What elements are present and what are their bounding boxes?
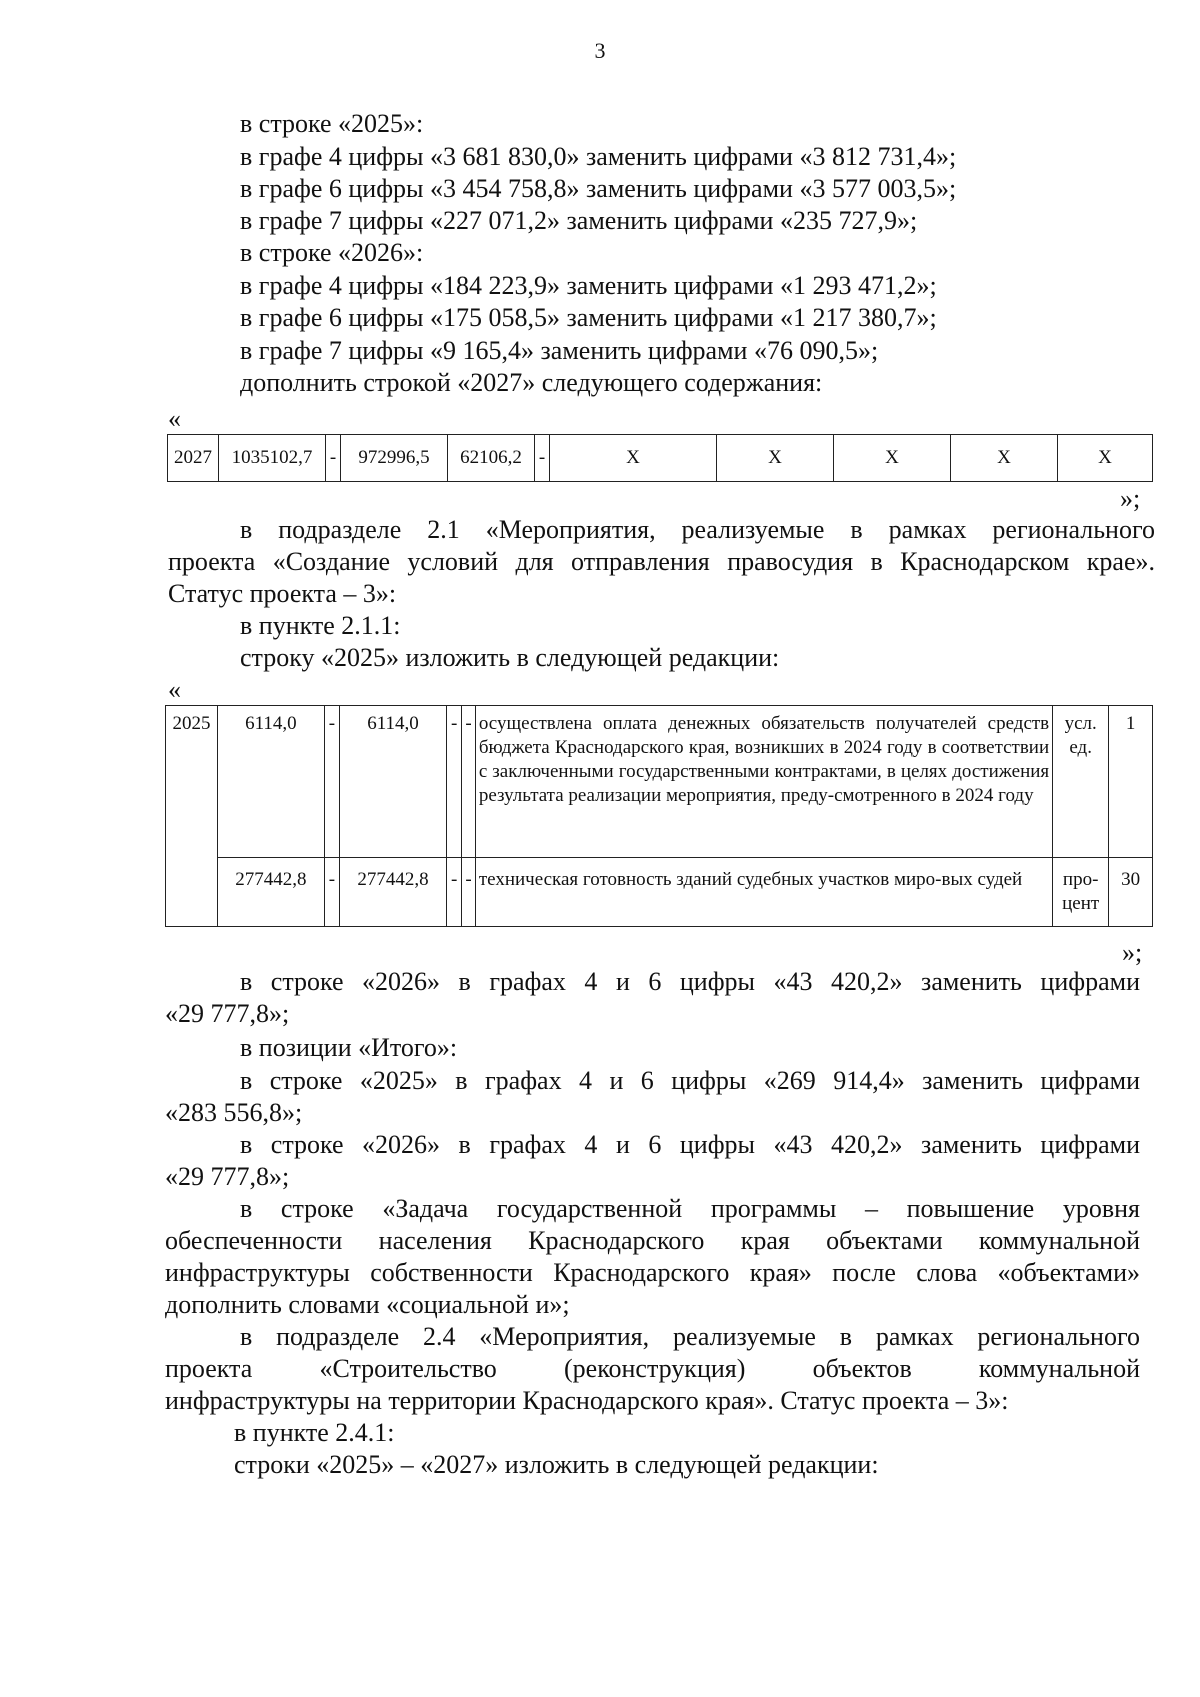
paragraph-line: в строке «2025» в графах 4 и 6 цифры «269 914,4» заменить цифрами bbox=[240, 1066, 1140, 1095]
table-row-2027 bbox=[167, 434, 1153, 482]
paragraph-line: в строке «Задача государственной программы – повышение уровня bbox=[240, 1194, 1140, 1223]
paragraph-line: в строке «2026» в графах 4 и 6 цифры «43 420,2» заменить цифрами bbox=[240, 967, 1140, 996]
paragraph-line: строки «2025» – «2027» изложить в следующей редакции: bbox=[234, 1450, 879, 1479]
cell-value: - bbox=[326, 435, 341, 482]
paragraph-line: в строке «2026» в графах 4 и 6 цифры «43 420,2» заменить цифрами bbox=[240, 1130, 1140, 1159]
text-line: в графе 6 цифры «3 454 758,8» заменить цифрами «3 577 003,5»; bbox=[240, 174, 957, 203]
paragraph-line: «283 556,8»; bbox=[165, 1098, 303, 1127]
cell-value: - bbox=[447, 858, 462, 927]
paragraph-line: строку «2025» изложить в следующей редакции: bbox=[240, 643, 780, 672]
cell-x: Х bbox=[834, 435, 951, 482]
paragraph-line: обеспеченности населения Краснодарского края объектами коммунальной bbox=[165, 1226, 1140, 1255]
cell-value: - bbox=[535, 435, 550, 482]
cell-value: 277442,8 bbox=[217, 858, 324, 927]
cell-value: - bbox=[324, 706, 339, 858]
paragraph-line: Статус проекта – 3»: bbox=[168, 579, 397, 608]
cell-year: 2025 bbox=[166, 706, 218, 927]
cell-value: - bbox=[447, 706, 462, 858]
cell-description: техническая готовность зданий судебных участков миро-вых судей bbox=[475, 858, 1052, 927]
table-row-2025 bbox=[165, 705, 1153, 927]
close-quote: »; bbox=[1122, 938, 1143, 967]
cell-value: 6114,0 bbox=[340, 706, 447, 858]
cell-value: 972996,5 bbox=[341, 435, 448, 482]
cell-value: 6114,0 bbox=[217, 706, 324, 858]
cell-x: Х bbox=[951, 435, 1058, 482]
close-quote: »; bbox=[1120, 484, 1141, 513]
cell-value: 277442,8 bbox=[340, 858, 447, 927]
cell-unit: усл. ед. bbox=[1053, 706, 1109, 858]
paragraph-line: в подразделе 2.4 «Мероприятия, реализуемые в рамках регионального bbox=[240, 1322, 1140, 1351]
paragraph-line: в позиции «Итого»: bbox=[240, 1033, 458, 1062]
cell-description: осуществлена оплата денежных обязательств получателей средств бюджета Краснодарского края, возникших в 2024 году в соответствии с заключенными государственными контрактами, в целях достижения результата реализации мероприятия, преду-смотренного в 2024 году bbox=[475, 706, 1052, 858]
cell-indicator: 30 bbox=[1109, 858, 1153, 927]
text-line: в графе 7 цифры «227 071,2» заменить цифрами «235 727,9»; bbox=[240, 206, 918, 235]
cell-value: - bbox=[462, 858, 476, 927]
paragraph-line: дополнить словами «социальной и»; bbox=[165, 1290, 570, 1319]
cell-value: 1035102,7 bbox=[219, 435, 326, 482]
cell-value: - bbox=[462, 706, 476, 858]
paragraph-line: в пункте 2.1.1: bbox=[240, 611, 401, 640]
paragraph-line: в подразделе 2.1 «Мероприятия, реализуемые в рамках регионального bbox=[240, 515, 1155, 544]
text-line: в графе 7 цифры «9 165,4» заменить цифрами «76 090,5»; bbox=[240, 336, 879, 365]
text-line: в строке «2026»: bbox=[240, 238, 424, 267]
paragraph-line: в пункте 2.4.1: bbox=[234, 1418, 395, 1447]
paragraph-line: проекта «Создание условий для отправления правосудия в Краснодарском крае». bbox=[168, 547, 1155, 576]
paragraph-line: инфраструктуры на территории Краснодарского края». Статус проекта – 3»: bbox=[165, 1386, 1009, 1415]
cell-value: 62106,2 bbox=[448, 435, 535, 482]
paragraph-line: «29 777,8»; bbox=[165, 999, 290, 1028]
paragraph-line: проекта «Строительство (реконструкция) объектов коммунальной bbox=[165, 1354, 1140, 1383]
cell-x: Х bbox=[1058, 435, 1153, 482]
open-quote: « bbox=[168, 675, 181, 704]
paragraph-line: «29 777,8»; bbox=[165, 1162, 290, 1191]
cell-year: 2027 bbox=[168, 435, 219, 482]
text-line: дополнить строкой «2027» следующего содержания: bbox=[240, 368, 823, 397]
cell-unit: про-цент bbox=[1053, 858, 1109, 927]
cell-value: - bbox=[324, 858, 339, 927]
text-line: в графе 6 цифры «175 058,5» заменить цифрами «1 217 380,7»; bbox=[240, 303, 937, 332]
cell-indicator: 1 bbox=[1109, 706, 1153, 858]
text-line: в графе 4 цифры «3 681 830,0» заменить цифрами «3 812 731,4»; bbox=[240, 142, 957, 171]
paragraph-line: инфраструктуры собственности Краснодарского края» после слова «объектами» bbox=[165, 1258, 1140, 1287]
text-line: в строке «2025»: bbox=[240, 109, 424, 138]
open-quote: « bbox=[168, 404, 181, 433]
cell-x: Х bbox=[550, 435, 717, 482]
cell-x: Х bbox=[717, 435, 834, 482]
page-number: 3 bbox=[594, 38, 606, 63]
text-line: в графе 4 цифры «184 223,9» заменить цифрами «1 293 471,2»; bbox=[240, 271, 937, 300]
